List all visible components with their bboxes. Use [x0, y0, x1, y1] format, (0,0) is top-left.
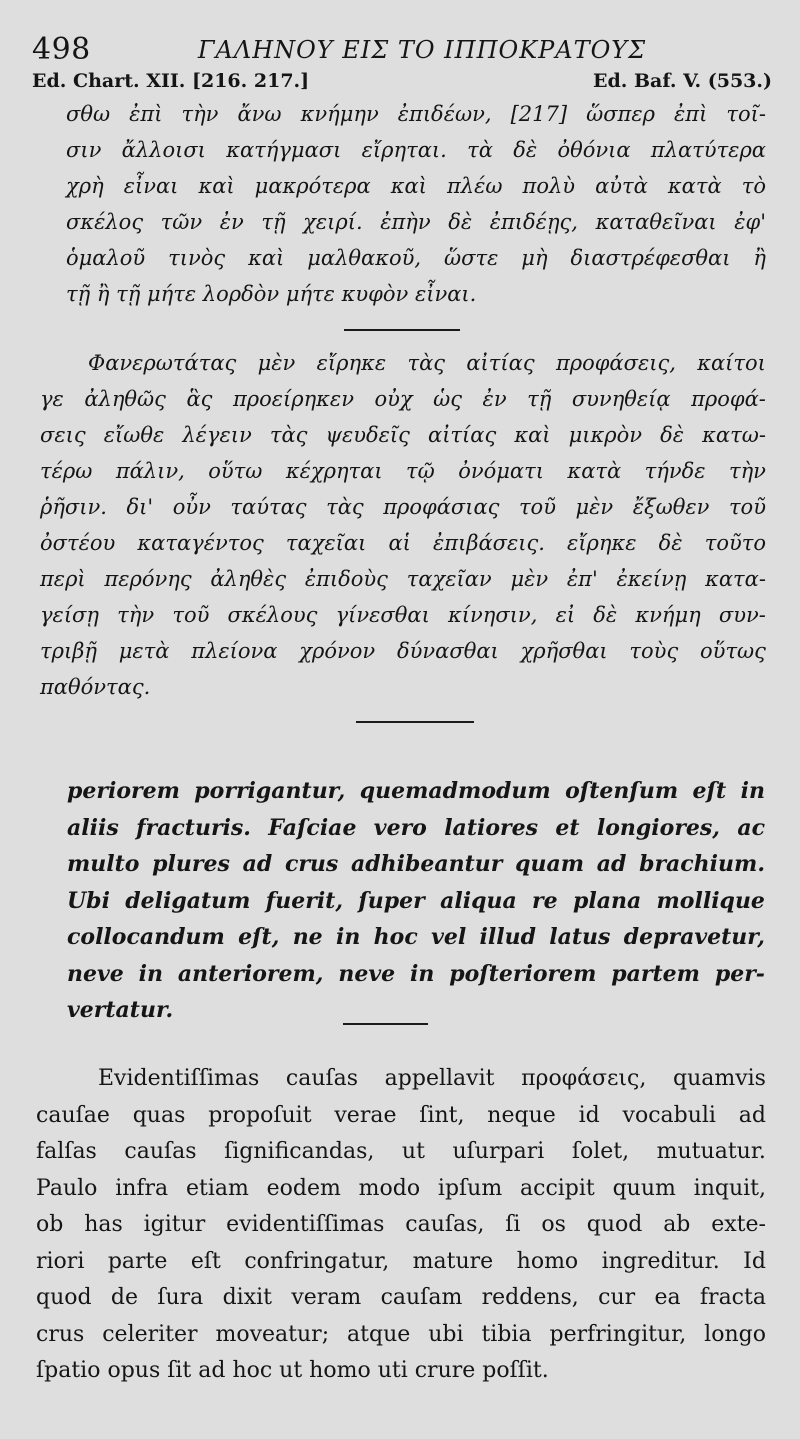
text-line: περὶ περόνης ἀληθὲς ἐπιδοὺς ταχεῖαν μὲν ἐπ' ἐκείνῃ κατα-	[40, 567, 766, 591]
section-divider	[356, 721, 474, 723]
text-line: γείσῃ τὴν τοῦ σκέλους γίνεσθαι κίνησιν, εἰ δὲ κνήμη συν-	[40, 603, 766, 627]
text-line: ὁμαλοῦ τινὸς καὶ μαλθακοῦ, ὥστε μὴ διαστρέφεσθαι ἢ	[66, 246, 766, 270]
text-line: Ubi deligatum fuerit, ſuper aliqua re plana mollique	[67, 887, 765, 914]
text-line: collocandum eſt, ne in hoc vel illud latus depravetur,	[67, 924, 765, 950]
text-line: ὀστέου καταγέντος ταχεῖαι αἱ ἐπιβάσεις. εἴρηκε δὲ τοῦτο	[40, 531, 766, 555]
text-line: cauſae quas propoſuit verae ſint, neque id vocabuli ad	[36, 1102, 766, 1128]
edition-chartier-reference: Ed. Chart. XII. [216. 217.]	[32, 70, 310, 92]
text-line: Φανερωτάτας μὲν εἴρηκε τὰς αἰτίας προφάσεις, καίτοι	[88, 351, 766, 375]
text-line: multo plures ad crus adhibeantur quam ad brachium.	[67, 851, 765, 877]
text-line: riori parte eſt confringatur, mature homo ingreditur. Id	[36, 1248, 766, 1274]
text-line: σιν ἄλλοισι κατήγμασι εἴρηται. τὰ δὲ ὀθόνια πλατύτερα	[66, 138, 766, 162]
text-line: σεις εἴωθε λέγειν τὰς ψευδεῖς αἰτίας καὶ μικρὸν δὲ κατω-	[40, 423, 766, 447]
section-divider	[344, 329, 460, 331]
latin-hippocrates-translation	[67, 773, 765, 1029]
text-line: τέρω πάλιν, οὕτω κέχρηται τῷ ὀνόματι κατὰ τήνδε τὴν	[40, 459, 766, 483]
text-line: crus celeriter moveatur; atque ubi tibia perfringitur, longo	[36, 1321, 766, 1347]
text-line: παθόντας.	[40, 675, 151, 699]
text-line: neve in anteriorem, neve in poſteriorem partem per-	[67, 960, 765, 987]
text-line: τῇ ἢ τῇ μήτε λορδὸν μήτε κυφὸν εἶναι.	[66, 282, 477, 306]
text-line: ſpatio opus ſit ad hoc ut homo uti crure poſſit.	[36, 1358, 549, 1383]
text-line: σκέλος τῶν ἐν τῇ χειρί. ἐπὴν δὲ ἐπιδέῃς, καταθεῖναι ἐφ'	[66, 210, 766, 234]
text-line: periorem porrigantur, quemadmodum oſtenſum eſt in	[67, 778, 765, 804]
page-header	[32, 32, 772, 67]
text-line: Evidentiſſimas cauſas appellavit προφάσεις, quamvis	[98, 1066, 766, 1091]
section-divider	[343, 1023, 428, 1025]
text-line: Paulo infra etiam eodem modo ipſum accipit quum inquit,	[36, 1175, 766, 1201]
text-line: vertatur.	[67, 997, 174, 1023]
text-line: falſas cauſas ſignificandas, ut uſurpari ſolet, mutuatur.	[36, 1139, 766, 1164]
page-number: 498	[32, 32, 91, 67]
text-line: aliis fracturis. Faſciae vero latiores et longiores, ac	[67, 814, 765, 841]
greek-hippocrates-text	[66, 96, 766, 312]
text-line: τριβῇ μετὰ πλείονα χρόνον δύνασθαι χρῆσθαι τοὺς οὕτως	[40, 639, 766, 663]
text-line: ῥῆσιν. δι' οὖν ταύτας τὰς προφάσιας τοῦ μὲν ἔξωθεν τοῦ	[40, 495, 766, 519]
edition-reference-line	[32, 70, 772, 96]
edition-basel-reference: Ed. Baf. V. (553.)	[593, 70, 772, 92]
text-line: ob has igitur evidentiſſimas cauſas, ſi os quod ab exte-	[36, 1212, 766, 1237]
text-line: γε ἀληθῶς ἃς προείρηκεν οὐχ ὡς ἐν τῇ συνηθείᾳ προφά-	[40, 387, 766, 411]
greek-galen-commentary	[40, 345, 766, 705]
text-line: σθω ἐπὶ τὴν ἄνω κνήμην ἐπιδέων, [217] ὥσπερ ἐπὶ τοῖ-	[66, 102, 766, 126]
text-line: χρὴ εἶναι καὶ μακρότερα καὶ πλέω πολὺ αὐτὰ κατὰ τὸ	[66, 174, 766, 198]
latin-galen-commentary	[36, 1061, 766, 1390]
text-line: quod de ſura dixit veram cauſam reddens, cur ea fracta	[36, 1285, 766, 1310]
running-title: ΓΑΛΗΝΟΥ ΕΙΣ ΤΟ ΙΠΠΟΚΡΑΤΟΥΣ	[197, 36, 647, 64]
